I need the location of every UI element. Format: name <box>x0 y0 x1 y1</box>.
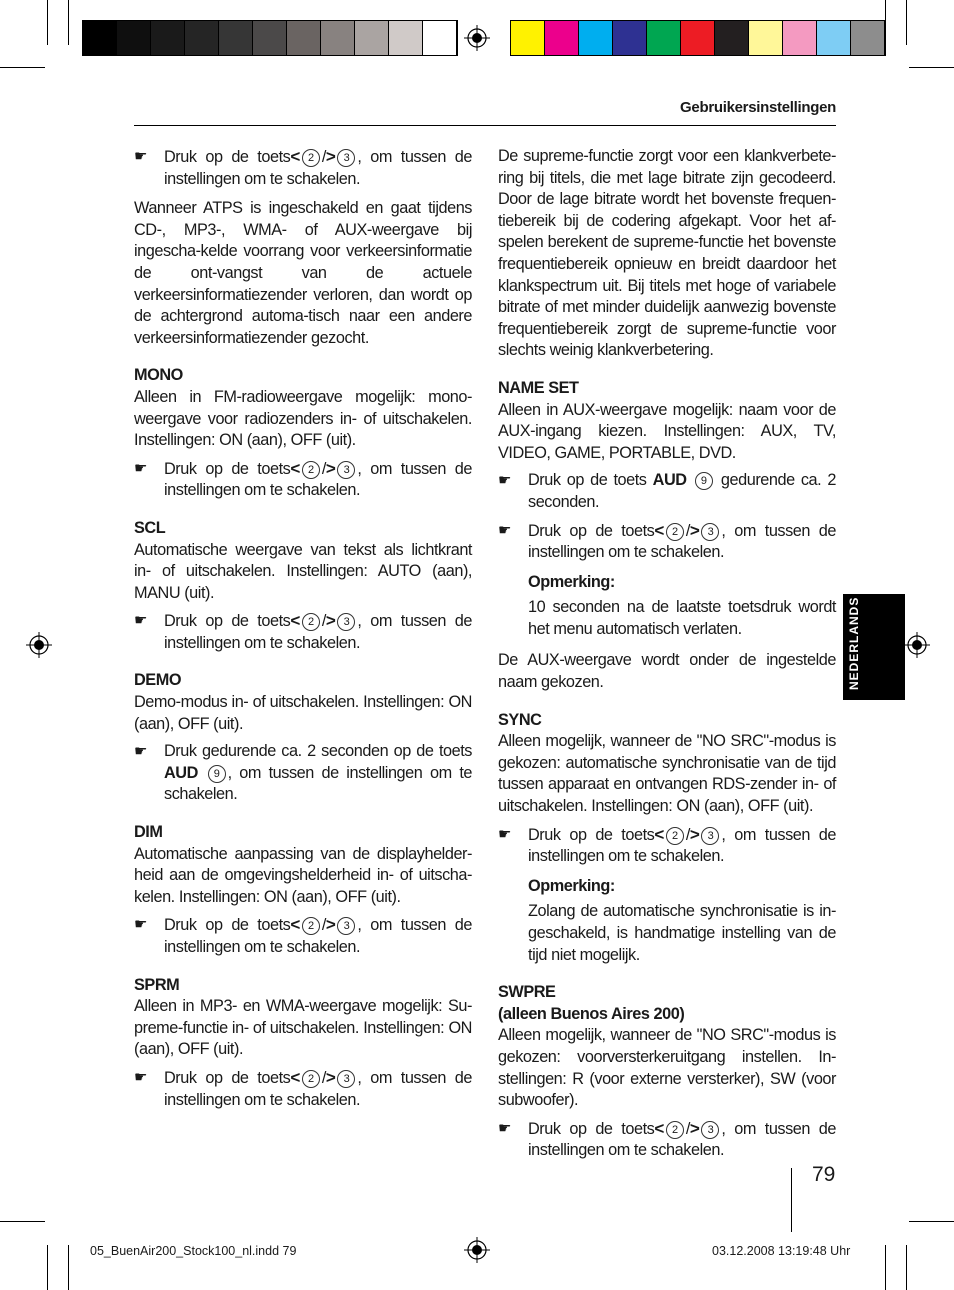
page-number-rule <box>791 1168 792 1232</box>
chevron-right-icon: > <box>325 611 336 631</box>
pointing-hand-icon: ☛ <box>134 916 147 934</box>
key-9-icon: 9 <box>208 765 226 783</box>
pointing-hand-icon: ☛ <box>134 459 147 477</box>
sync-body: Alleen mogelijk, wanneer de "NO SRC"-modus is gekozen: automatische synchronisatie van de tijd tussen apparaat en ontvangen RDS-zender in- of uitschakelen. Instellingen: ON (aan), OFF (uit). <box>498 732 836 816</box>
chevron-right-icon: > <box>325 915 336 935</box>
key-2-icon: 2 <box>666 827 684 845</box>
pointing-hand-icon: ☛ <box>134 1068 147 1086</box>
name-set-after: De AUX-weergave wordt onder de ingestelde naam gekozen. <box>498 651 836 692</box>
chevron-left-icon: < <box>654 1118 664 1138</box>
key-2-icon: 2 <box>302 613 320 631</box>
pointing-hand-icon: ☛ <box>134 148 147 165</box>
gray-ramp-bar <box>82 20 458 56</box>
chevron-left-icon: < <box>290 611 300 631</box>
crop-mark <box>906 1245 907 1290</box>
crop-mark <box>0 1221 45 1222</box>
note-label: Opmerking: <box>528 876 615 895</box>
instruction-bullet: ☛ Druk op de toets< 2 /> 3 , om tussen de instellingen om te schakelen. <box>134 915 472 956</box>
key-3-icon: 3 <box>337 461 355 479</box>
color-swatch <box>321 21 355 55</box>
footer-date: 03.12.2008 13:19:48 Uhr <box>712 1244 851 1258</box>
key-3-icon: 3 <box>701 523 719 541</box>
color-swatch <box>579 21 613 55</box>
chevron-right-icon: > <box>689 520 700 540</box>
swpre-subtitle: (alleen Buenos Aires 200) <box>498 1004 685 1023</box>
color-swatch <box>151 21 185 55</box>
key-3-icon: 3 <box>701 1121 719 1139</box>
heading-sprm: SPRM <box>134 975 180 994</box>
key-2-icon: 2 <box>302 149 320 167</box>
chevron-right-icon: > <box>325 147 336 166</box>
note-text: 10 seconden na de laatste toetsdruk wordt het menu automatisch verlaten. <box>528 598 836 638</box>
color-swatch <box>219 21 253 55</box>
key-2-icon: 2 <box>666 523 684 541</box>
dim-body: Automatische aanpassing van de displayhelder-heid aan de omgevingshelderheid in- of uitscha-kelen. Instellingen: ON (aan), OFF (uit). <box>134 844 472 906</box>
section-header: Gebruikersinstellingen <box>680 99 836 116</box>
chevron-left-icon: < <box>654 520 664 540</box>
atps-paragraph: Wanneer ATPS is ingeschakeld en gaat tijdens CD-, MP3-, WMA- of AUX-weergave bij ingescha-kelde voorrang voor verkeersinformatie de ont-vangst van de actuele verkeersinformatiezender verloren, dan wordt op de achtergrond automa-tisch naar een andere verkeersinformatiezender gezocht. <box>134 199 472 347</box>
registration-mark-icon <box>464 1237 490 1263</box>
crop-mark <box>909 1221 954 1222</box>
chevron-left-icon: < <box>290 458 300 478</box>
name-set-body: Alleen in AUX-weergave mogelijk: naam voor de AUX-ingang kiezen. Instellingen: AUX, TV, VIDEO, GAME, PORTABLE, DVD. <box>498 400 836 462</box>
instruction-bullet: ☛ Druk op de toets< 2 /> 3 , om tussen de instellingen om te schakelen. <box>134 147 472 188</box>
color-swatch <box>681 21 715 55</box>
color-swatch <box>389 21 423 55</box>
color-swatch <box>511 21 545 55</box>
color-swatch <box>117 21 151 55</box>
chevron-right-icon: > <box>689 824 700 844</box>
key-2-icon: 2 <box>666 1121 684 1139</box>
crop-mark <box>906 0 907 45</box>
mono-body: Alleen in FM-radioweergave mogelijk: mono-weergave voor radiozenders in- of uitschakelen. Instellingen: ON (aan), OFF (uit). <box>134 387 472 450</box>
crop-mark <box>68 0 69 45</box>
registration-mark-icon <box>26 632 52 658</box>
chevron-left-icon: < <box>290 915 300 935</box>
heading-swpre: SWPRE <box>498 983 556 1002</box>
right-column <box>498 146 836 1162</box>
instruction-bullet: ☛ Druk op de toets< 2 /> 3 , om tussen de instellingen om te schakelen. <box>134 458 472 500</box>
pointing-hand-icon: ☛ <box>134 612 147 630</box>
footer-file: 05_BuenAir200_Stock100_nl.indd 79 <box>90 1244 297 1258</box>
heading-dim: DIM <box>134 823 163 842</box>
supreme-paragraph: De supreme-functie zorgt voor een klankverbete-ring bij titels, die met lage bitrate zijn gecodeerd. Door de lage bitrate wordt het bovenste frequen-tiebereik bij de codering afgekapt. Voor het af-spelen berekent de supreme-functie het bovenste frequentiebereik opnieuw en breidt daardoor het klankspectrum uit. Bij titels met hoge of variabele bitrate of met minder duidelijk aanwezig bovenste frequentiebereik zorgt de supreme-functie voor slechts weinig klankverbetering. <box>498 147 836 360</box>
key-9-icon: 9 <box>695 472 713 490</box>
pointing-hand-icon: ☛ <box>498 1119 511 1137</box>
page-number: 79 <box>812 1163 836 1186</box>
sprm-body: Alleen in MP3- en WMA-weergave mogelijk: Su-preme-functie in- of uitschakelen. Instellingen: ON (aan), OFF (uit). <box>134 997 472 1059</box>
color-swatch <box>783 21 817 55</box>
pointing-hand-icon: ☛ <box>498 825 511 843</box>
instruction-bullet: ☛ Druk op de toets< 2 /> 3 , om tussen de instellingen om te schakelen. <box>134 1067 472 1109</box>
heading-demo: DEMO <box>134 671 182 690</box>
crop-mark <box>68 1245 69 1290</box>
color-swatch <box>851 21 885 55</box>
registration-mark-icon <box>904 632 930 658</box>
language-tab-label: NEDERLANDS <box>847 596 861 690</box>
heading-mono: MONO <box>134 366 183 385</box>
key-2-icon: 2 <box>302 461 320 479</box>
crop-mark <box>47 1245 48 1290</box>
color-swatch <box>749 21 783 55</box>
left-column <box>134 146 472 1111</box>
chevron-left-icon: < <box>654 824 664 844</box>
key-3-icon: 3 <box>337 1070 355 1088</box>
note-label: Opmerking: <box>528 572 615 591</box>
registration-mark-icon <box>464 25 490 51</box>
heading-name-set: NAME SET <box>498 378 579 397</box>
instruction-bullet: ☛ Druk op de toets< 2 /> 3 , om tussen de instellingen om te schakelen. <box>498 824 836 866</box>
chevron-left-icon: < <box>290 147 300 166</box>
chevron-right-icon: > <box>325 458 336 478</box>
crop-mark <box>909 67 954 68</box>
instruction-bullet: ☛ Druk op de toets< 2 /> 3 , om tussen de instellingen om te schakelen. <box>498 1118 836 1160</box>
crop-mark <box>885 1245 886 1290</box>
pointing-hand-icon: ☛ <box>498 521 511 539</box>
pointing-hand-icon: ☛ <box>498 472 511 490</box>
color-swatch <box>715 21 749 55</box>
color-swatch <box>83 21 117 55</box>
header-rule <box>134 125 836 126</box>
color-swatch <box>253 21 287 55</box>
key-3-icon: 3 <box>701 827 719 845</box>
key-3-icon: 3 <box>337 149 355 167</box>
process-color-bar <box>510 20 886 56</box>
key-3-icon: 3 <box>337 917 355 935</box>
color-swatch <box>647 21 681 55</box>
crop-mark <box>0 67 45 68</box>
instruction-bullet: ☛ Druk op de toets AUD 9 gedurende ca. 2 seconden. <box>498 471 836 511</box>
instruction-bullet: ☛ Druk op de toets< 2 /> 3 , om tussen de instellingen om te schakelen. <box>498 520 836 562</box>
note-text: Zolang de automatische synchronisatie is in-geschakeld, is handmatige instelling van de tijd niet mogelijk. <box>528 902 836 964</box>
key-3-icon: 3 <box>337 613 355 631</box>
crop-mark <box>47 0 48 45</box>
color-swatch <box>355 21 389 55</box>
heading-sync: SYNC <box>498 710 542 729</box>
chevron-right-icon: > <box>689 1118 700 1138</box>
heading-scl: SCL <box>134 518 166 537</box>
instruction-bullet: ☛ Druk gedurende ca. 2 seconden op de toets AUD 9 , om tussen de instellingen om te schakelen. <box>134 742 472 804</box>
key-2-icon: 2 <box>302 917 320 935</box>
color-swatch <box>185 21 219 55</box>
note-block <box>498 572 836 641</box>
chevron-right-icon: > <box>325 1067 336 1087</box>
color-swatch <box>423 21 457 55</box>
color-swatch <box>287 21 321 55</box>
key-2-icon: 2 <box>302 1070 320 1088</box>
chevron-left-icon: < <box>290 1067 300 1087</box>
language-tab <box>843 594 905 700</box>
note-block <box>498 876 836 966</box>
scl-body: Automatische weergave van tekst als lichtkrant in- of uitschakelen. Instellingen: AUTO (aan), MANU (uit). <box>134 540 472 602</box>
swpre-body: Alleen mogelijk, wanneer de "NO SRC"-modus is gekozen: voorversterkeruitgang instellen. In-stellingen: R (voor externe versterker), SW (voor subwoofer). <box>498 1026 836 1110</box>
instruction-bullet: ☛ Druk op de toets< 2 /> 3 , om tussen de instellingen om te schakelen. <box>134 611 472 652</box>
demo-body: Demo-modus in- of uitschakelen. Instellingen: ON (aan), OFF (uit). <box>134 693 472 733</box>
color-swatch <box>613 21 647 55</box>
color-swatch <box>817 21 851 55</box>
color-swatch <box>545 21 579 55</box>
pointing-hand-icon: ☛ <box>134 743 147 761</box>
